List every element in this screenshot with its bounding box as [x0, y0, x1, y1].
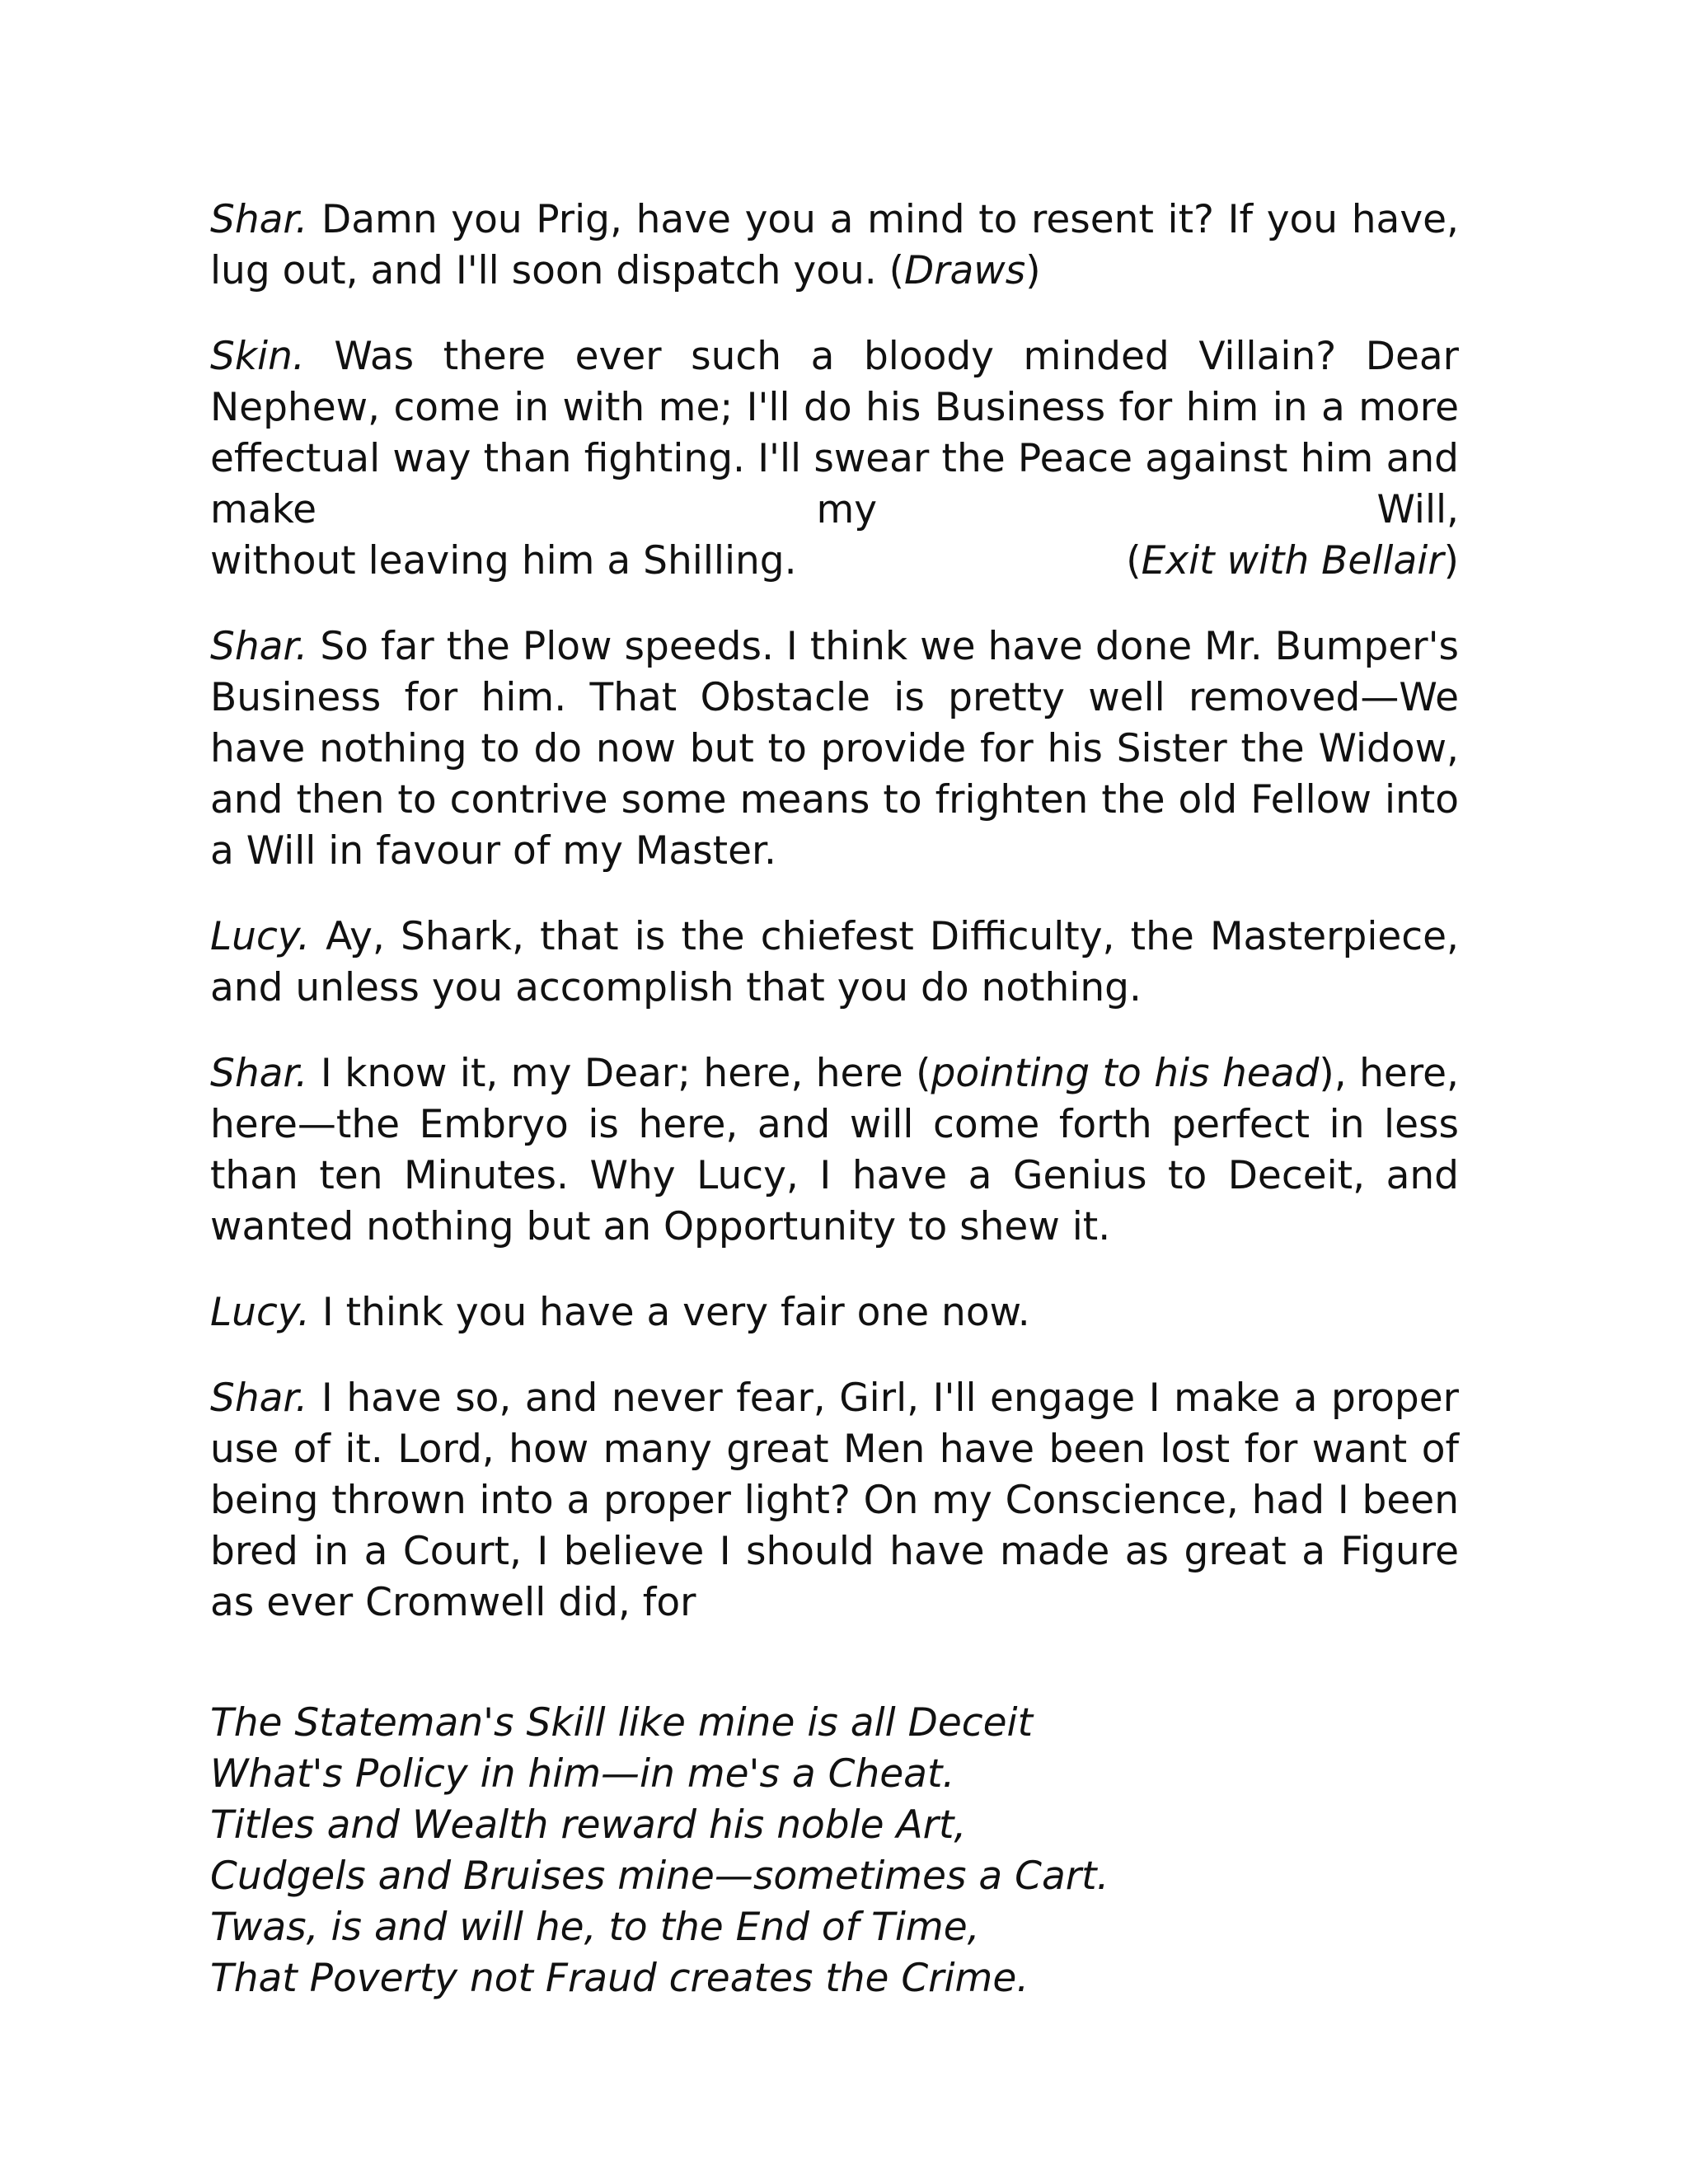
speech-text: Damn you Prig, have you a mind to resent it? If you have, lug out, and I'll soon dispatch you. (	[210, 197, 1459, 293]
speech-text: I know it, my Dear; here, here (	[307, 1051, 931, 1096]
speech-text: Was there ever such a bloody minded Villain? Dear Nephew, come in with me; I'll do his Business for him in a more effectual way than fighting. I'll swear the Peace against him and make my Will,	[210, 334, 1459, 532]
song-line: What's Policy in him—in me's a Cheat.	[210, 1751, 955, 1797]
speech-shar-4	[210, 1373, 1459, 1629]
speech-shar-1	[210, 194, 1459, 297]
speech-body	[210, 331, 1459, 536]
exit-direction-group	[1126, 536, 1459, 587]
speech-text: without leaving him a Shilling.	[210, 538, 797, 583]
speaker-name: Shar.	[210, 1051, 308, 1096]
stage-direction: pointing to his head	[931, 1051, 1320, 1096]
speech-lucy-2	[210, 1287, 1459, 1338]
speaker-name: Lucy.	[210, 914, 310, 959]
stage-direction: Draws	[903, 248, 1026, 293]
speech-skin-1	[210, 331, 1459, 587]
speech-text: So far the Plow speeds. I think we have done Mr. Bumper's Business for him. That Obstacle is pretty well removed—We have nothing to do now but to provide for his Sister the Widow, and then to contrive some means to frighten the old Fellow into a Will in favour of my Master.	[210, 624, 1459, 874]
speech-text: I have so, and never fear, Girl, I'll engage I make a proper use of it. Lord, how many great Men have been lost for want of being thrown into a proper light? On my Conscience, had I been bred in a Court, I believe I should have made as great a Figure as ever Cromwell did, for	[210, 1376, 1459, 1625]
song-line: Cudgels and Bruises mine—sometimes a Cart.	[210, 1854, 1109, 1899]
speech-shar-3	[210, 1048, 1459, 1253]
song-verse	[210, 1698, 1459, 2004]
paren-open: (	[1126, 538, 1142, 583]
speech-text: I think you have a very fair one now.	[309, 1290, 1030, 1335]
song-line: The Stateman's Skill like mine is all Deceit	[210, 1700, 1034, 1746]
speaker-name: Skin.	[210, 334, 305, 379]
document-page	[210, 194, 1459, 2004]
speech-shar-2	[210, 621, 1459, 877]
speaker-name: Shar.	[210, 197, 308, 242]
song-line: That Poverty not Fraud creates the Crime.	[210, 1956, 1029, 2001]
song-line: Titles and Wealth reward his noble Art,	[210, 1802, 967, 1848]
speaker-name: Shar.	[210, 624, 308, 669]
paren-close: )	[1443, 538, 1459, 583]
speech-last-line	[210, 536, 1459, 587]
speech-text: Ay, Shark, that is the chiefest Difficulty, the Masterpiece, and unless you accomplish that you do nothing.	[210, 914, 1459, 1010]
stage-direction: Exit with Bellair	[1141, 538, 1444, 583]
speech-text: ), here, here—the Embryo is here, and will come forth perfect in less than ten Minutes. Why Lucy, I have a Genius to Deceit, and wanted nothing but an Opportunity to shew it.	[210, 1051, 1459, 1249]
song-line: Twas, is and will he, to the End of Time,	[210, 1905, 980, 1950]
speaker-name: Shar.	[210, 1376, 308, 1421]
speech-text: )	[1025, 248, 1041, 293]
speech-lucy-1	[210, 912, 1459, 1014]
speaker-name: Lucy.	[210, 1290, 310, 1335]
